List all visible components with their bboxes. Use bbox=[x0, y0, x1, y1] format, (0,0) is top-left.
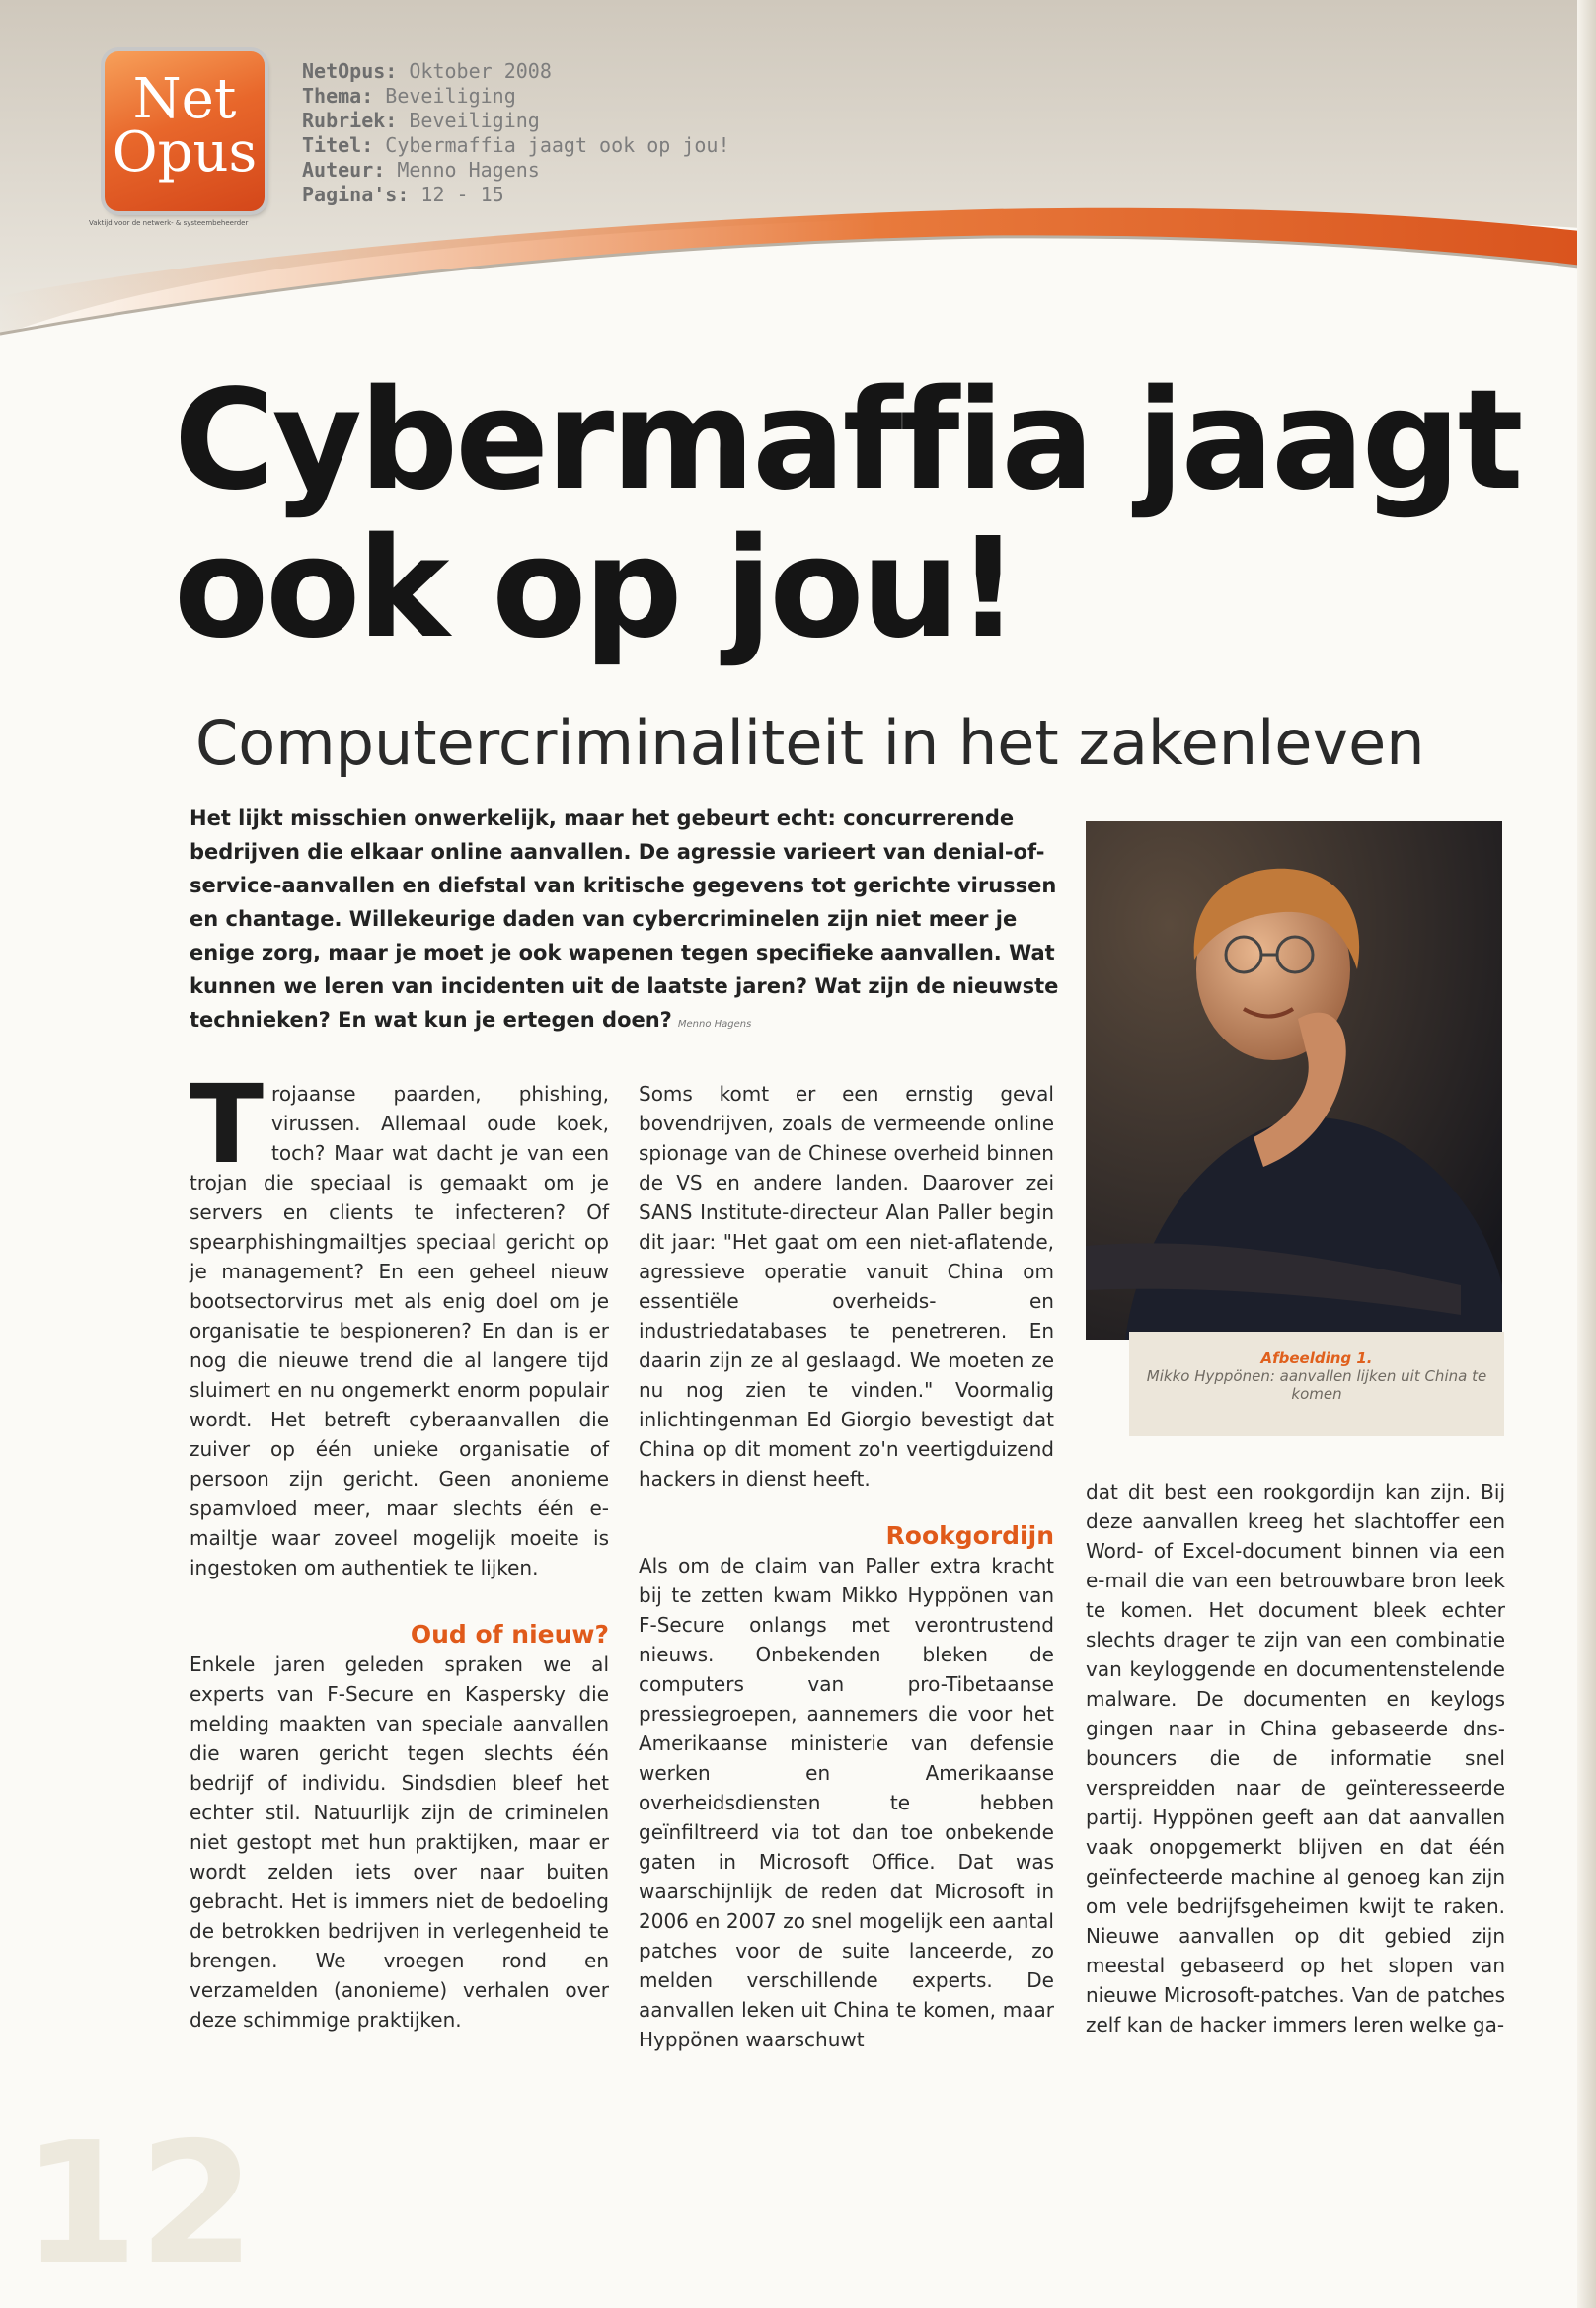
article-subtitle: Computercriminaliteit in het zakenleven bbox=[195, 707, 1425, 779]
intro-author: Menno Hagens bbox=[677, 1019, 752, 1030]
figure-number: Afbeelding 1. bbox=[1260, 1349, 1373, 1367]
page-number: 12 bbox=[22, 2107, 256, 2302]
paragraph: Als om de claim van Paller extra kracht bij te zetten kwam Mikko Hyppönen van F-Secure onlangs met verontrustend nieuws. Onbekenden bleken de computers van pro-Tibetaanse pressiegroepen, aannemers die voor het Amerikaanse ministerie van defensie werken en Amerikaanse overheidsdiensten te hebben geïnfiltreerd via tot dan toe onbekende gaten in Microsoft Office. Dat was waarschijnlijk de reden dat Microsoft in 2006 en 2007 zo snel mogelijk een aantal patches voor de suite lanceerde, zo melden verschillende experts. De aanvallen leken uit China te komen, maar Hyppönen waarschuwt bbox=[639, 1554, 1054, 2051]
meta-row: Titel: Cybermaffia jaagt ook op jou! bbox=[302, 133, 730, 157]
article-intro bbox=[190, 802, 1078, 1041]
paragraph: Enkele jaren geleden spraken we al experts van F-Secure en Kaspersky die melding maakten van speciale aanvallen die waren gericht tegen slechts één bedrijf of individu. Sindsdien bleef het echter stil. Natuurlijk zijn de criminelen niet gestopt met hun praktijken, maar er wordt zelden iets over naar buiten gebracht. Het is immers niet de bedoeling de betrokken bedrijven in verlegenheid te brengen. We vroegen rond en verzamelden (anonieme) verhalen over deze schimmige praktijken. bbox=[190, 1653, 609, 2032]
page-edge bbox=[1577, 0, 1596, 2308]
article-column-3 bbox=[1086, 1477, 1505, 2039]
subheading-rookgordijn: Rookgordijn bbox=[885, 1521, 1054, 1550]
logo-tagline: Vaktijd voor de netwerk- & systeembeheerder bbox=[89, 219, 249, 227]
article-headline bbox=[174, 360, 1536, 669]
article-column-2 bbox=[639, 1079, 1054, 2054]
figure-caption bbox=[1129, 1332, 1504, 1436]
headline-line-2: ook op jou! bbox=[174, 508, 1018, 669]
dropcap: T bbox=[190, 1061, 265, 1188]
paragraph: Soms komt er een ernstig geval bovendrijven, zoals de vermeende online spionage van de Chinese overheid binnen de VS en andere landen. Daarover zei SANS Institute-directeur Alan Paller begin dit jaar: "Het gaat om een niet-aflatende, agressieve operatie vanuit China om essentiële overheids- en industriedatabases te penetreren. En daarin zijn ze al geslaagd. We moeten ze nu nog zien te vinden." Voormalig inlichtingenman Ed Giorgio bevestigt dat China op dit moment zo'n veertigduizend hackers in dienst heeft. bbox=[639, 1082, 1054, 1491]
meta-row: Rubriek: Beveiliging bbox=[302, 109, 540, 132]
meta-row: Auteur: Menno Hagens bbox=[302, 158, 540, 182]
meta-row: NetOpus: Oktober 2008 bbox=[302, 59, 552, 83]
article-column-1 bbox=[190, 1061, 609, 2035]
paragraph: Trojaanse paarden, phishing, virussen. Allemaal oude koek, toch? Maar wat dacht je van een trojan die speciaal is gemaakt om je servers en clients te infecteren? Of spearphishingmailtjes speciaal gericht op je management? En een geheel nieuw bootsectorvirus met als enig doel om je organisatie te bespioneren? En dan is er nog die nieuwe trend die al langere tijd sluimert en nu ongemerkt enorm populair wordt. Het betreft cyberaanvallen die zuiver op één unieke organisatie of persoon zijn gericht. Geen anonieme spamvloed meer, maar slechts één e-mailtje waar zoveel mogelijk moeite is ingestoken om authentiek te lijken. bbox=[190, 1061, 609, 1579]
article-metadata bbox=[302, 59, 730, 207]
intro-text: Het lijkt misschien onwerkelijk, maar het gebeurt echt: concurrerende bedrijven die elkaar online aanvallen. De agressie varieert van denial-of-service-aanvallen en diefstal van kritische gegevens tot gerichte virussen en chantage. Willekeurige daden van cybercriminelen zijn niet meer je enige zorg, maar je moet je ook wapenen tegen specifieke aanvallen. Wat kunnen we leren van incidenten uit de laatste jaren? Wat zijn de nieuwste technieken? En wat kun je ertegen doen? bbox=[190, 807, 1059, 1032]
headline-line-1: Cybermaffia jaagt bbox=[174, 360, 1521, 521]
paragraph: dat dit best een rookgordijn kan zijn. Bij deze aanvallen kreeg het slachtoffer een Word- of Excel-document binnen via een e-mail die van een betrouwbare bron leek te komen. Het document bleek echter slechts drager te zijn van een combinatie van keyloggende en documentenstelende malware. De documenten en keylogs gingen naar in China gebaseerde dns-bouncers die de informatie snel verspreidden naar de geïnteresseerde partij. Hyppönen geeft aan dat aanvallen vaak onopgemerkt blijven en dat één geïnfecteerde machine al genoeg kan zijn om vele bedrijfsgeheimen kwijt te raken. Nieuwe aanvallen op dit gebied zijn meestal gebaseerd op het slopen van nieuwe Microsoft-patches. Van de patches zelf kan de hacker immers leren welke ga- bbox=[1086, 1480, 1505, 2037]
figure-caption-text: Mikko Hyppönen: aanvallen lijken uit China te komen bbox=[1146, 1367, 1487, 1403]
meta-row: Pagina's: 12 - 15 bbox=[302, 183, 504, 206]
netopus-logo bbox=[105, 51, 265, 211]
logo-line-2: Opus bbox=[112, 120, 258, 185]
logo-line-1: Net bbox=[132, 67, 237, 131]
subheading-oud-of-nieuw: Oud of nieuw? bbox=[410, 1620, 609, 1649]
portrait-photo bbox=[1086, 821, 1502, 1340]
meta-row: Thema: Beveiliging bbox=[302, 84, 516, 108]
